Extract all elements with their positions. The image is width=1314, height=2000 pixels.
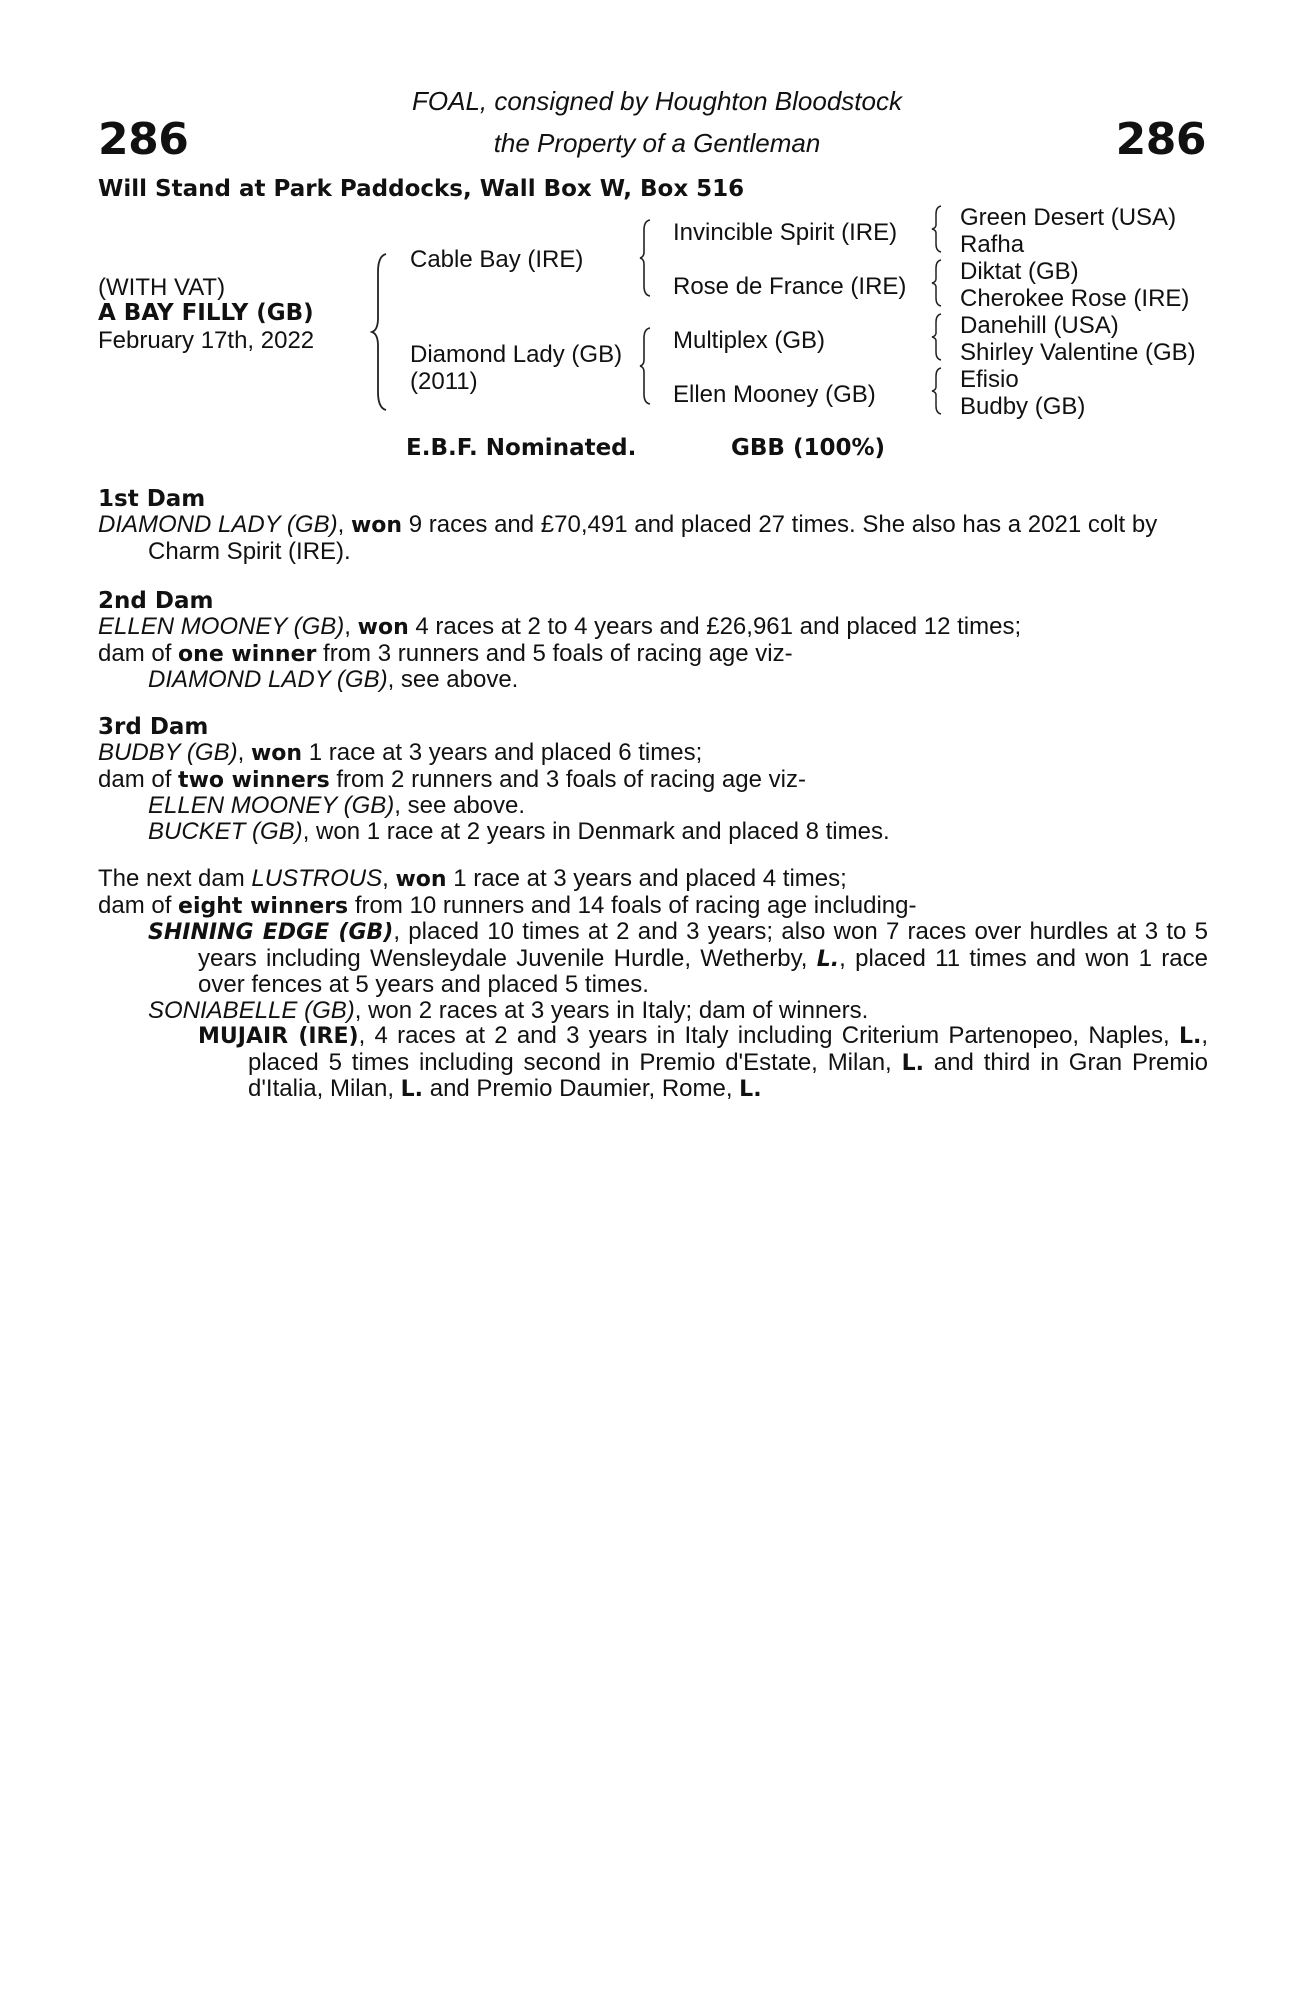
third-dam-name: BUDBY (GB): [98, 739, 238, 766]
progeny-item: [98, 793, 1208, 819]
dam-sire: Multiplex (GB): [673, 327, 826, 354]
produce-summary: from 10 runners and 14 foals of racing age including-: [348, 891, 917, 919]
ebf-note: E.B.F. Nominated.: [406, 435, 637, 461]
third-dam-record: 1 race at 3 years and placed 6 times;: [302, 739, 703, 766]
pedigree-brace-g2: [930, 258, 946, 308]
dam-of-label: dam of: [98, 891, 179, 919]
foaling-date: February 17th, 2022: [98, 327, 315, 354]
progeny-record: , placed 10 times at 2 and 3 years; also won 7 races over hurdles at 3 to 5 years including Wensleydale Juvenile Hurdle, Wetherby,: [198, 918, 1209, 972]
pedigree-brace-g4: [930, 366, 946, 416]
listed-mark: L.: [739, 1077, 762, 1102]
progeny-item: [98, 819, 1208, 845]
sire-dam: Rose de France (IRE): [673, 273, 907, 300]
third-dam-heading: 3rd Dam: [98, 714, 209, 740]
progeny-record: , 4 races at 2 and 3 years in Italy including Criterium Partenopeo, Naples,: [358, 1022, 1179, 1049]
progeny-name: ELLEN MOONEY (GB): [148, 792, 395, 819]
horse-name: A BAY FILLY (GB): [98, 300, 314, 326]
second-dam-name: ELLEN MOONEY (GB): [98, 613, 345, 640]
progeny-name: DIAMOND LADY (GB): [148, 666, 388, 693]
progeny-record: , see above.: [394, 792, 526, 819]
listed-mark: L.: [1178, 1024, 1202, 1049]
ss-dam: Rafha: [960, 231, 1025, 258]
won-label: won: [357, 615, 409, 640]
progeny-record-cont: , placed 5 times including second in Premio d'Estate, Milan,: [248, 1022, 1208, 1076]
vat-note: (WITH VAT): [98, 274, 226, 301]
next-dam-record: 1 race at 3 years and placed 4 times;: [446, 865, 847, 892]
sd-sire: Diktat (GB): [960, 258, 1079, 285]
consignor-line: FOAL, consigned by Houghton Bloodstock: [412, 86, 902, 116]
progeny-item: [198, 1023, 1208, 1103]
third-dam-produce: [98, 767, 1208, 794]
listed-mark: L.: [816, 946, 840, 972]
progeny-record-cont: and third in Gran Premio d'Italia, Milan,: [248, 1048, 1208, 1102]
progeny-record-cont: , placed 11 times and won 1 race over fences at 5 years and placed 5 times.: [198, 944, 1208, 998]
first-dam-record: 9 races and £70,491 and placed 27 times. She also has a 2021 colt by Charm Spirit (IRE).: [148, 511, 1158, 565]
next-dam-intro: The next dam: [98, 865, 252, 892]
lot-number-right: 286: [1115, 114, 1206, 165]
dd-sire: Efisio: [960, 366, 1019, 393]
third-dam-text: BUDBY (GB), won 1 race at 3 years and placed 6 times;: [98, 739, 703, 766]
dam-of-label: dam of: [98, 765, 179, 793]
winners-count: one winner: [178, 641, 317, 667]
next-dam-produce: [98, 893, 1208, 920]
next-dam-name: LUSTROUS: [251, 865, 383, 892]
first-dam-section: [98, 486, 1208, 564]
ss-sire: Green Desert (USA): [960, 204, 1177, 231]
won-label: won: [350, 513, 403, 538]
next-dam-text: [98, 866, 1208, 893]
second-dam-text: ELLEN MOONEY (GB), won 4 races at 2 to 4 years and £26,961 and placed 12 times;: [98, 613, 1022, 640]
sire-sire: Invincible Spirit (IRE): [673, 219, 898, 246]
lot-number-left: 286: [98, 114, 189, 165]
dd-dam: Budby (GB): [960, 393, 1086, 420]
sire: Cable Bay (IRE): [410, 246, 584, 273]
progeny-record: , won 1 race at 2 years in Denmark and placed 8 times.: [302, 817, 890, 845]
third-dam-section: [98, 714, 1208, 844]
stand-line: Will Stand at Park Paddocks, Wall Box W, Box 516: [98, 176, 745, 202]
property-line: the Property of a Gentleman: [493, 128, 821, 158]
progeny-item: [148, 919, 1208, 998]
ds-dam: Shirley Valentine (GB): [960, 339, 1196, 366]
produce-summary: from 3 runners and 5 foals of racing age viz-: [316, 639, 793, 667]
dam-of-label: dam of: [98, 639, 179, 667]
progeny-record: , won 2 races at 3 years in Italy; dam of winners.: [354, 996, 869, 1024]
first-dam-text: DIAMOND LADY (GB), won 9 races and £70,491 and placed 27 times. She also has a 2021 colt by Charm Spirit (IRE).: [98, 511, 1158, 565]
second-dam-produce: [98, 641, 1208, 668]
dam-year: (2011): [410, 368, 478, 395]
listed-mark: L.: [901, 1050, 924, 1076]
ds-sire: Danehill (USA): [960, 312, 1119, 339]
progeny-record-cont: and Premio Daumier, Rome,: [423, 1075, 740, 1102]
won-label: won: [250, 741, 303, 766]
gbb-note: GBB (100%): [731, 435, 886, 461]
dam: Diamond Lady (GB): [410, 341, 623, 368]
winners-count: eight winners: [178, 893, 349, 919]
won-label: won: [395, 867, 447, 892]
first-dam-name: DIAMOND LADY (GB): [98, 511, 338, 538]
dam-dam: Ellen Mooney (GB): [673, 381, 876, 408]
progeny-name: MUJAIR (IRE): [198, 1024, 359, 1049]
second-dam-record: 4 races at 2 to 4 years and £26,961 and placed 12 times;: [408, 613, 1022, 640]
pedigree-sire-brace: [638, 218, 656, 298]
second-dam-heading: 2nd Dam: [98, 588, 214, 614]
listed-mark: L.: [400, 1077, 424, 1102]
progeny-item: [98, 998, 1208, 1024]
winners-count: two winners: [178, 767, 330, 793]
pedigree-brace-g3: [930, 312, 946, 362]
pedigree-dam-brace: [638, 326, 656, 406]
separator: ,: [382, 865, 396, 892]
progeny-item: [98, 667, 1208, 693]
produce-summary: from 2 runners and 3 foals of racing age viz-: [329, 765, 806, 793]
progeny-name: SONIABELLE (GB): [148, 996, 355, 1024]
pedigree-brace-g1: [930, 204, 946, 254]
sd-dam: Cherokee Rose (IRE): [960, 285, 1190, 312]
pedigree-main-brace: [370, 252, 394, 412]
second-dam-section: [98, 588, 1208, 693]
progeny-name: BUCKET (GB): [148, 817, 303, 845]
next-dam-section: [98, 866, 1208, 1103]
progeny-name: SHINING EDGE (GB): [148, 920, 394, 945]
progeny-record: , see above.: [387, 666, 519, 693]
first-dam-heading: 1st Dam: [98, 486, 206, 512]
